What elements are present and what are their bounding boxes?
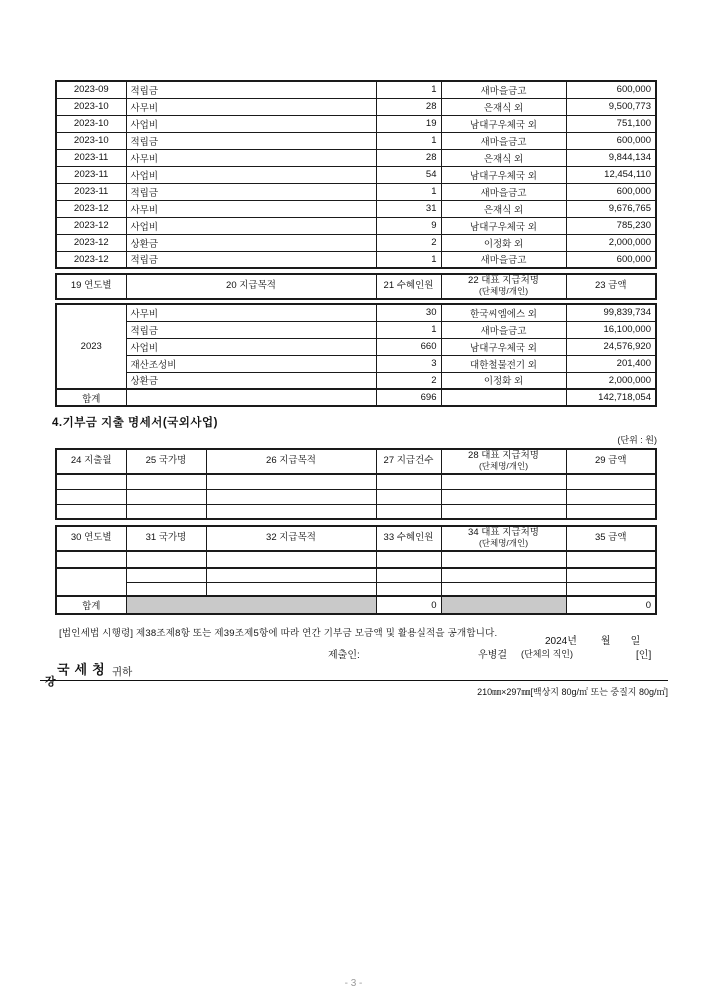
section-title: 4.기부금 지출 명세서(국외사업) — [52, 417, 218, 429]
total-amount-cell: 0 — [566, 596, 656, 614]
payee-cell: 새마을금고 — [441, 81, 566, 98]
table-row — [56, 234, 656, 251]
amount-cell: 600,000 — [566, 132, 656, 149]
empty-cell — [566, 568, 656, 582]
col-header-beneficiaries: 33 수혜인원 — [376, 526, 441, 551]
month-cell: 2023-12 — [56, 200, 126, 217]
seal-note: (단체의 직인) — [521, 649, 573, 659]
col-header-payee-sub: (단체명/개인) — [478, 461, 529, 472]
col-header-payee-main: 34 대표 지급처명 — [468, 527, 539, 539]
table-row — [56, 132, 656, 149]
col-header-country: 31 국가명 — [126, 526, 206, 551]
shaded-cell — [126, 596, 376, 614]
purpose-cell: 적립금 — [126, 321, 376, 338]
col-header-payment-count: 27 지급건수 — [376, 449, 441, 474]
amount-cell: 9,676,765 — [566, 200, 656, 217]
month-cell: 2023-10 — [56, 132, 126, 149]
payee-cell: 새마을금고 — [441, 132, 566, 149]
total-label-cell: 합계 — [56, 596, 126, 614]
total-count-cell: 0 — [376, 596, 441, 614]
empty-row — [56, 551, 656, 568]
shaded-cell — [441, 596, 566, 614]
total-label-cell: 합계 — [56, 389, 126, 406]
col-header-payee — [441, 449, 566, 474]
unit-label: (단위 : 원) — [617, 435, 657, 445]
col-header-purpose: 32 지급목적 — [206, 526, 376, 551]
table-row — [56, 200, 656, 217]
empty-row — [56, 489, 656, 504]
yearly-table-body — [55, 303, 657, 407]
count-cell: 1 — [376, 251, 441, 268]
payee-cell: 새마을금고 — [441, 183, 566, 200]
year-cell: 2023 — [56, 304, 126, 389]
date-month: 월 — [600, 636, 611, 647]
purpose-cell: 사무비 — [126, 304, 376, 321]
count-cell: 28 — [376, 98, 441, 115]
col-header-payee — [441, 274, 566, 299]
purpose-cell: 사무비 — [126, 98, 376, 115]
col-header-amount: 23 금액 — [566, 274, 656, 299]
amount-cell: 2,000,000 — [566, 234, 656, 251]
empty-cell — [566, 489, 656, 504]
agency-name: 국세청 — [57, 662, 110, 677]
payee-cell: 대한철물전기 외 — [441, 355, 566, 372]
count-cell: 9 — [376, 217, 441, 234]
count-cell: 660 — [376, 338, 441, 355]
empty-cell — [126, 489, 206, 504]
empty-cell — [566, 474, 656, 489]
purpose-cell: 사업비 — [126, 115, 376, 132]
col-header-amount: 29 금액 — [566, 449, 656, 474]
count-cell: 31 — [376, 200, 441, 217]
amount-cell: 600,000 — [566, 183, 656, 200]
empty-cell — [56, 489, 126, 504]
header-row — [56, 449, 656, 474]
total-count-cell: 696 — [376, 389, 441, 406]
empty-cell — [441, 504, 566, 519]
amount-cell: 12,454,110 — [566, 166, 656, 183]
legal-disclosure-text: [법인세법 시행령] 제38조제8항 또는 제39조제5항에 따라 연간 기부금 모금액 및 활용실적을 공개합니다. — [59, 628, 498, 639]
empty-cell — [206, 568, 376, 582]
month-cell: 2023-10 — [56, 115, 126, 132]
overseas-monthly-table — [55, 448, 657, 520]
empty-cell — [566, 504, 656, 519]
amount-cell: 99,839,734 — [566, 304, 656, 321]
month-cell: 2023-11 — [56, 183, 126, 200]
submitter-name: 우병걸 — [478, 650, 507, 661]
payee-cell: 새마을금고 — [441, 321, 566, 338]
payee-cell: 이정화 외 — [441, 372, 566, 389]
empty-cell — [206, 582, 376, 596]
table-row — [56, 321, 656, 338]
header-row — [56, 274, 656, 299]
col-header-amount: 35 금액 — [566, 526, 656, 551]
empty-cell — [441, 551, 566, 568]
payee-cell: 은재식 외 — [441, 98, 566, 115]
empty-cell — [56, 474, 126, 489]
table-row — [56, 149, 656, 166]
purpose-cell: 적립금 — [126, 183, 376, 200]
amount-cell: 9,500,773 — [566, 98, 656, 115]
col-header-yearly: 19 연도별 — [56, 274, 126, 299]
table-row — [56, 372, 656, 389]
empty-row — [56, 504, 656, 519]
month-cell: 2023-09 — [56, 81, 126, 98]
table-row — [56, 81, 656, 98]
table-row — [56, 166, 656, 183]
col-header-expense-month: 24 지출월 — [56, 449, 126, 474]
amount-cell: 600,000 — [566, 81, 656, 98]
col-header-payee-main: 28 대표 지급처명 — [468, 450, 539, 462]
purpose-cell: 상환금 — [126, 372, 376, 389]
empty-cell — [126, 389, 376, 406]
header-row — [56, 526, 656, 551]
purpose-cell: 사업비 — [126, 166, 376, 183]
table-row — [56, 115, 656, 132]
col-header-purpose: 20 지급목적 — [126, 274, 376, 299]
payee-cell: 남대구우체국 외 — [441, 338, 566, 355]
total-row — [56, 596, 656, 614]
empty-cell — [376, 474, 441, 489]
payee-cell: 은재식 외 — [441, 200, 566, 217]
monthly-expense-table — [55, 80, 657, 269]
empty-cell — [441, 568, 566, 582]
empty-cell — [441, 582, 566, 596]
col-header-yearly: 30 연도별 — [56, 526, 126, 551]
table-row — [56, 183, 656, 200]
month-cell: 2023-11 — [56, 149, 126, 166]
count-cell: 19 — [376, 115, 441, 132]
table-row — [56, 251, 656, 268]
purpose-cell: 사무비 — [126, 149, 376, 166]
total-amount-cell: 142,718,054 — [566, 389, 656, 406]
empty-cell — [376, 551, 441, 568]
count-cell: 54 — [376, 166, 441, 183]
count-cell: 2 — [376, 372, 441, 389]
empty-cell — [441, 474, 566, 489]
empty-cell — [206, 551, 376, 568]
month-cell: 2023-12 — [56, 234, 126, 251]
empty-row — [56, 582, 656, 596]
amount-cell: 751,100 — [566, 115, 656, 132]
month-cell: 2023-11 — [56, 166, 126, 183]
empty-cell — [56, 568, 126, 596]
empty-cell — [206, 504, 376, 519]
agency-name-suffix: 장 — [45, 676, 56, 688]
empty-cell — [566, 551, 656, 568]
page-number: - 3 - — [344, 978, 363, 989]
date-year: 2024년 — [545, 636, 577, 647]
amount-cell: 16,100,000 — [566, 321, 656, 338]
amount-cell: 24,576,920 — [566, 338, 656, 355]
empty-cell — [376, 568, 441, 582]
form-content — [52, 80, 657, 639]
col-header-beneficiaries: 21 수혜인원 — [376, 274, 441, 299]
col-header-country: 25 국가명 — [126, 449, 206, 474]
seal-mark: [인] — [636, 650, 652, 661]
date-line — [545, 632, 640, 647]
amount-cell: 9,844,134 — [566, 149, 656, 166]
purpose-cell: 적립금 — [126, 81, 376, 98]
payee-cell: 이정화 외 — [441, 234, 566, 251]
table-row — [56, 98, 656, 115]
empty-cell — [126, 551, 206, 568]
col-header-purpose: 26 지급목적 — [206, 449, 376, 474]
empty-cell — [441, 389, 566, 406]
total-row — [56, 389, 656, 406]
amount-cell: 2,000,000 — [566, 372, 656, 389]
month-cell: 2023-10 — [56, 98, 126, 115]
empty-cell — [206, 489, 376, 504]
paper-spec: 210㎜×297㎜[백상지 80g/㎡ 또는 중질지 80g/㎡] — [477, 687, 668, 697]
empty-cell — [376, 504, 441, 519]
count-cell: 2 — [376, 234, 441, 251]
count-cell: 1 — [376, 132, 441, 149]
table-row — [56, 338, 656, 355]
month-cell: 2023-12 — [56, 217, 126, 234]
empty-cell — [206, 474, 376, 489]
col-header-payee — [441, 526, 566, 551]
purpose-cell: 적립금 — [126, 251, 376, 268]
empty-cell — [56, 551, 126, 568]
payee-cell: 남대구우체국 외 — [441, 115, 566, 132]
amount-cell: 785,230 — [566, 217, 656, 234]
table-row — [56, 217, 656, 234]
count-cell: 1 — [376, 321, 441, 338]
count-cell: 3 — [376, 355, 441, 372]
table-row — [56, 355, 656, 372]
purpose-cell: 재산조성비 — [126, 355, 376, 372]
payee-cell: 은재식 외 — [441, 149, 566, 166]
month-cell: 2023-12 — [56, 251, 126, 268]
empty-row — [56, 568, 656, 582]
empty-cell — [566, 582, 656, 596]
empty-cell — [126, 474, 206, 489]
submitter-label: 제출인: — [328, 650, 360, 661]
empty-cell — [441, 489, 566, 504]
count-cell: 28 — [376, 149, 441, 166]
purpose-cell: 적립금 — [126, 132, 376, 149]
count-cell: 30 — [376, 304, 441, 321]
yearly-table-header — [55, 273, 657, 300]
empty-cell — [126, 504, 206, 519]
purpose-cell: 상환금 — [126, 234, 376, 251]
honorific: 귀하 — [112, 666, 133, 678]
payee-cell: 남대구우체국 외 — [441, 166, 566, 183]
empty-cell — [376, 582, 441, 596]
empty-cell — [56, 504, 126, 519]
payee-cell: 한국씨엠에스 외 — [441, 304, 566, 321]
empty-row — [56, 474, 656, 489]
amount-cell: 201,400 — [566, 355, 656, 372]
footer-rule — [40, 680, 668, 681]
purpose-cell: 사업비 — [126, 217, 376, 234]
payee-cell: 새마을금고 — [441, 251, 566, 268]
overseas-yearly-table — [55, 525, 657, 615]
table-row — [56, 304, 656, 321]
purpose-cell: 사무비 — [126, 200, 376, 217]
count-cell: 1 — [376, 81, 441, 98]
amount-cell: 600,000 — [566, 251, 656, 268]
payee-cell: 남대구우체국 외 — [441, 217, 566, 234]
empty-cell — [126, 568, 206, 582]
purpose-cell: 사업비 — [126, 338, 376, 355]
col-header-payee-main: 22 대표 지급처명 — [468, 275, 539, 287]
date-day: 일 — [630, 636, 641, 647]
empty-cell — [376, 489, 441, 504]
empty-cell — [126, 582, 206, 596]
count-cell: 1 — [376, 183, 441, 200]
col-header-payee-sub: (단체명/개인) — [478, 286, 529, 297]
col-header-payee-sub: (단체명/개인) — [478, 538, 529, 549]
